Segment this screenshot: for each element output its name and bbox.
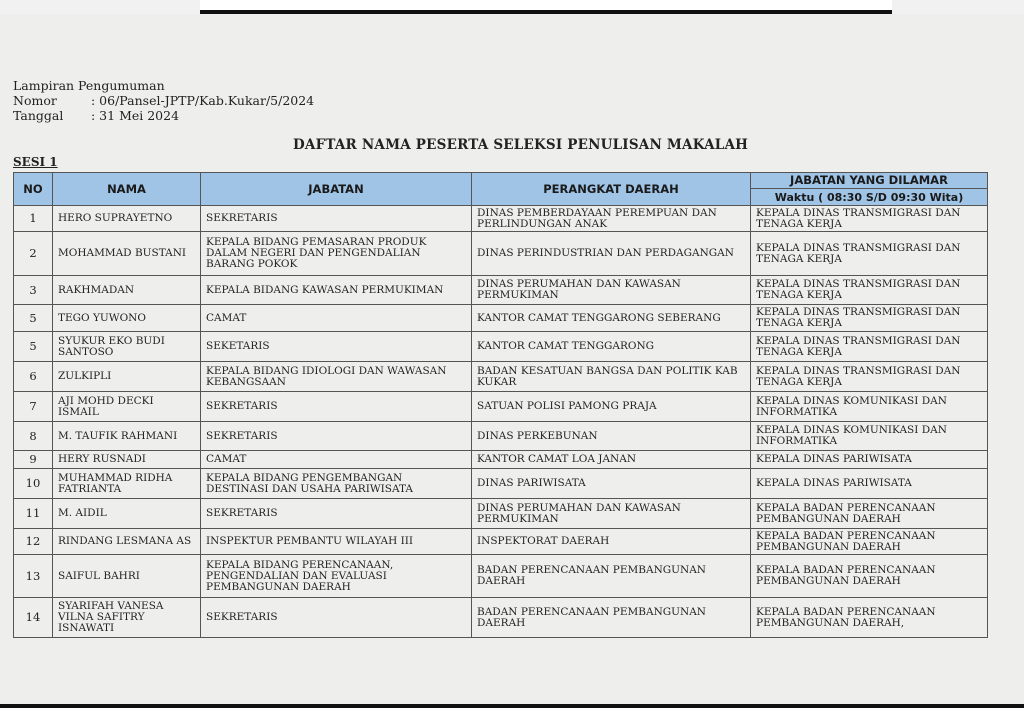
table-row [14, 598, 988, 638]
cell-no: 11 [14, 499, 53, 529]
tanggal-value: : 31 Mei 2024 [91, 108, 180, 123]
table-row [14, 422, 988, 451]
table-row [14, 451, 988, 469]
cell-perangkat-daerah: DINAS PERUMAHAN DAN KAWASAN PERMUKIMAN [472, 276, 751, 305]
nomor-value: : 06/Pansel-JPTP/Kab.Kukar/5/2024 [91, 93, 315, 108]
cell-perangkat-daerah: BADAN PERENCANAAN PEMBANGUNAN DAERAH [472, 555, 751, 598]
cell-no: 3 [14, 276, 53, 305]
cell-jabatan-dilamar: KEPALA DINAS PARIWISATA [751, 469, 988, 499]
header-nama: NAMA [53, 173, 201, 206]
cell-nama: M. TAUFIK RAHMANI [53, 422, 201, 451]
table-row [14, 362, 988, 392]
cell-jabatan-dilamar: KEPALA DINAS TRANSMIGRASI DAN TENAGA KERJA [751, 362, 988, 392]
cell-no: 6 [14, 362, 53, 392]
nomor-label: Nomor [13, 93, 57, 108]
cell-no: 7 [14, 392, 53, 422]
cell-jabatan-dilamar: KEPALA DINAS KOMUNIKASI DAN INFORMATIKA [751, 392, 988, 422]
cell-no: 2 [14, 232, 53, 276]
cell-jabatan-dilamar: KEPALA BADAN PERENCANAAN PEMBANGUNAN DAERAH [751, 529, 988, 555]
cell-no: 12 [14, 529, 53, 555]
cell-perangkat-daerah: KANTOR CAMAT TENGGARONG [472, 332, 751, 362]
cell-perangkat-daerah: BADAN KESATUAN BANGSA DAN POLITIK KAB KUKAR [472, 362, 751, 392]
cell-nama: HERY RUSNADI [53, 451, 201, 469]
cell-perangkat-daerah: DINAS PERUMAHAN DAN KAWASAN PERMUKIMAN [472, 499, 751, 529]
cell-jabatan: SEKRETARIS [201, 422, 472, 451]
cell-jabatan-dilamar: KEPALA DINAS TRANSMIGRASI DAN TENAGA KERJA [751, 232, 988, 276]
tanggal-label: Tanggal [13, 108, 64, 123]
table-row [14, 332, 988, 362]
cell-jabatan-dilamar: KEPALA BADAN PERENCANAAN PEMBANGUNAN DAERAH [751, 555, 988, 598]
cell-no: 5 [14, 332, 53, 362]
table-row [14, 555, 988, 598]
cell-jabatan-dilamar: KEPALA BADAN PERENCANAAN PEMBANGUNAN DAERAH [751, 499, 988, 529]
cell-no: 13 [14, 555, 53, 598]
cell-jabatan: KEPALA BIDANG PERENCANAAN, PENGENDALIAN DAN EVALUASI PEMBANGUNAN DAERAH [201, 555, 472, 598]
nomor-row [13, 93, 314, 108]
table-row [14, 232, 988, 276]
cell-jabatan: KEPALA BIDANG PEMASARAN PRODUK DALAM NEGERI DAN PENGENDALIAN BARANG POKOK [201, 232, 472, 276]
cell-jabatan-dilamar: KEPALA DINAS TRANSMIGRASI DAN TENAGA KERJA [751, 276, 988, 305]
cell-nama: AJI MOHD DECKI ISMAIL [53, 392, 201, 422]
document-title: DAFTAR NAMA PESERTA SELEKSI PENULISAN MAKALAH [293, 137, 749, 153]
cell-jabatan-dilamar: KEPALA BADAN PERENCANAAN PEMBANGUNAN DAERAH, [751, 598, 988, 638]
header-no: NO [14, 173, 53, 206]
cell-jabatan: KEPALA BIDANG KAWASAN PERMUKIMAN [201, 276, 472, 305]
cell-nama: HERO SUPRAYETNO [53, 206, 201, 232]
lampiran-label: Lampiran Pengumuman [13, 78, 165, 93]
cell-jabatan: CAMAT [201, 305, 472, 332]
participant-table [13, 172, 988, 638]
header-waktu: Waktu ( 08:30 S/D 09:30 Wita) [751, 189, 988, 206]
table-row [14, 206, 988, 232]
cell-no: 9 [14, 451, 53, 469]
table-row [14, 469, 988, 499]
header-perangkat-daerah: PERANGKAT DAERAH [472, 173, 751, 206]
cell-jabatan: SEKETARIS [201, 332, 472, 362]
cell-nama: MUHAMMAD RIDHA FATRIANTA [53, 469, 201, 499]
cell-jabatan: CAMAT [201, 451, 472, 469]
document-header [13, 78, 314, 123]
cell-perangkat-daerah: DINAS PEMBERDAYAAN PEREMPUAN DAN PERLINDUNGAN ANAK [472, 206, 751, 232]
cell-jabatan: SEKRETARIS [201, 392, 472, 422]
tanggal-row [13, 108, 314, 123]
scan-bottom-bar [0, 704, 1024, 708]
session-label: SESI 1 [13, 155, 58, 169]
cell-perangkat-daerah: DINAS PARIWISATA [472, 469, 751, 499]
cell-jabatan-dilamar: KEPALA DINAS PARIWISATA [751, 451, 988, 469]
scan-top-bar [200, 0, 892, 14]
table-row [14, 529, 988, 555]
table-row [14, 499, 988, 529]
cell-nama: RAKHMADAN [53, 276, 201, 305]
cell-nama: ZULKIPLI [53, 362, 201, 392]
cell-perangkat-daerah: DINAS PERINDUSTRIAN DAN PERDAGANGAN [472, 232, 751, 276]
cell-nama: SAIFUL BAHRI [53, 555, 201, 598]
cell-perangkat-daerah: KANTOR CAMAT TENGGARONG SEBERANG [472, 305, 751, 332]
cell-no: 14 [14, 598, 53, 638]
cell-jabatan-dilamar: KEPALA DINAS TRANSMIGRASI DAN TENAGA KERJA [751, 305, 988, 332]
cell-jabatan-dilamar: KEPALA DINAS TRANSMIGRASI DAN TENAGA KERJA [751, 332, 988, 362]
cell-no: 8 [14, 422, 53, 451]
cell-nama: MOHAMMAD BUSTANI [53, 232, 201, 276]
header-jabatan-dilamar: JABATAN YANG DILAMAR [751, 173, 988, 189]
cell-jabatan: SEKRETARIS [201, 598, 472, 638]
table-row [14, 305, 988, 332]
cell-nama: SYUKUR EKO BUDI SANTOSO [53, 332, 201, 362]
cell-nama: SYARIFAH VANESA VILNA SAFITRY ISNAWATI [53, 598, 201, 638]
cell-jabatan: KEPALA BIDANG IDIOLOGI DAN WAWASAN KEBANGSAAN [201, 362, 472, 392]
cell-jabatan: SEKRETARIS [201, 206, 472, 232]
cell-nama: TEGO YUWONO [53, 305, 201, 332]
cell-perangkat-daerah: INSPEKTORAT DAERAH [472, 529, 751, 555]
cell-nama: RINDANG LESMANA AS [53, 529, 201, 555]
cell-jabatan-dilamar: KEPALA DINAS KOMUNIKASI DAN INFORMATIKA [751, 422, 988, 451]
table-row [14, 392, 988, 422]
header-jabatan: JABATAN [201, 173, 472, 206]
cell-perangkat-daerah: SATUAN POLISI PAMONG PRAJA [472, 392, 751, 422]
cell-perangkat-daerah: DINAS PERKEBUNAN [472, 422, 751, 451]
cell-jabatan: SEKRETARIS [201, 499, 472, 529]
table-row [14, 276, 988, 305]
cell-jabatan-dilamar: KEPALA DINAS TRANSMIGRASI DAN TENAGA KERJA [751, 206, 988, 232]
cell-no: 5 [14, 305, 53, 332]
cell-jabatan: KEPALA BIDANG PENGEMBANGAN DESTINASI DAN USAHA PARIWISATA [201, 469, 472, 499]
cell-perangkat-daerah: BADAN PERENCANAAN PEMBANGUNAN DAERAH [472, 598, 751, 638]
cell-perangkat-daerah: KANTOR CAMAT LOA JANAN [472, 451, 751, 469]
cell-no: 1 [14, 206, 53, 232]
cell-nama: M. AIDIL [53, 499, 201, 529]
cell-no: 10 [14, 469, 53, 499]
cell-jabatan: INSPEKTUR PEMBANTU WILAYAH III [201, 529, 472, 555]
